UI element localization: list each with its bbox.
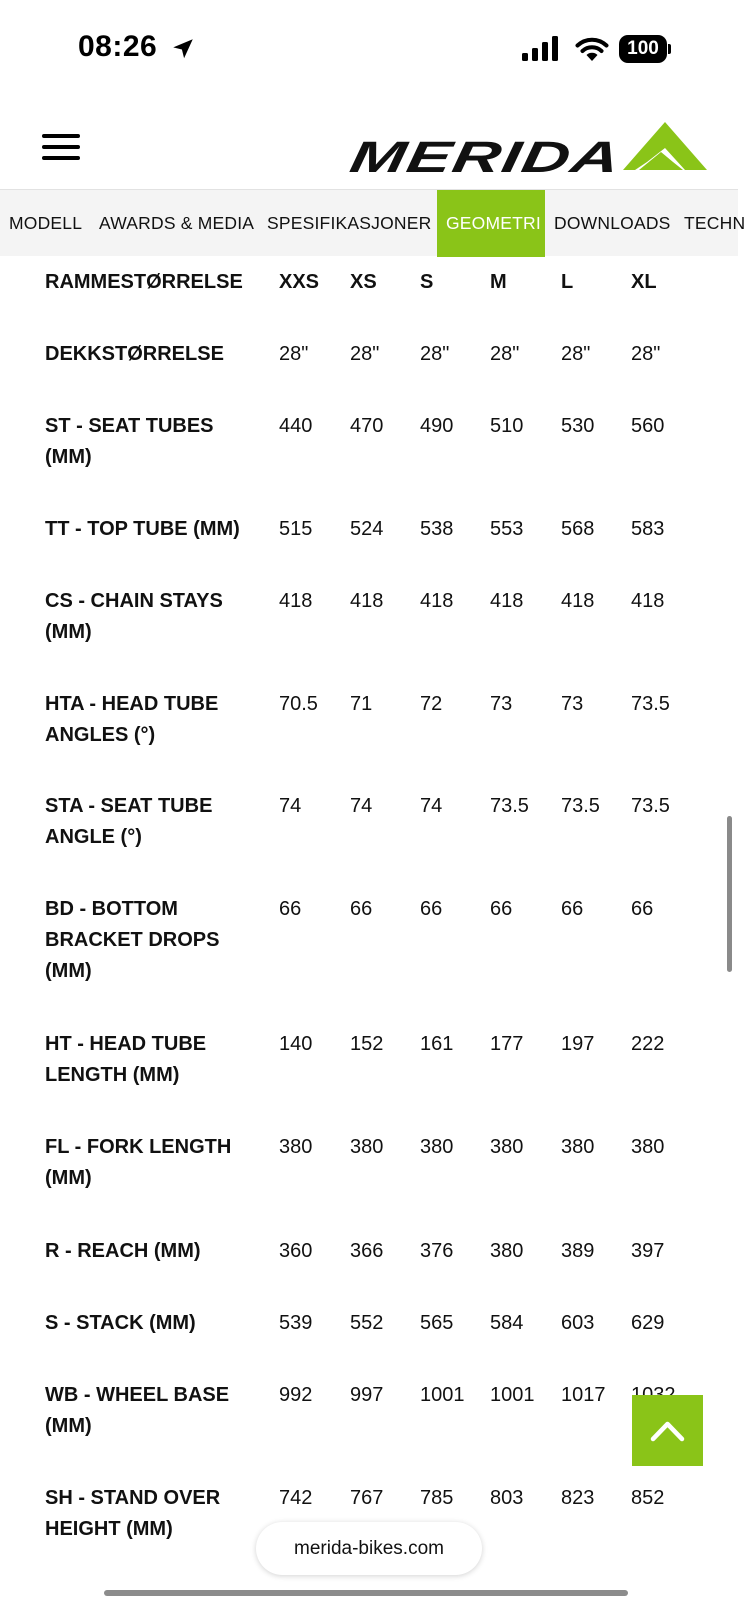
row-label: ST - SEAT TUBES (MM)	[45, 415, 214, 468]
table-cell: 1001	[420, 1384, 465, 1406]
table-cell: 28"	[490, 343, 520, 365]
table-cell: 140	[279, 1033, 313, 1055]
svg-text:MERIDA: MERIDA	[346, 133, 535, 182]
home-indicator[interactable]	[104, 1590, 628, 1596]
table-cell: 997	[350, 1384, 384, 1406]
table-cell: 560	[631, 415, 665, 437]
table-cell: 73.5	[561, 795, 600, 817]
table-cell: 70.5	[279, 693, 318, 715]
table-cell: 73.5	[631, 693, 670, 715]
table-cell: 418	[631, 590, 665, 612]
table-cell: 73.5	[631, 795, 670, 817]
table-cell: 823	[561, 1487, 595, 1509]
table-cell: 222	[631, 1033, 665, 1055]
tab-techn[interactable]: TECHN	[684, 213, 746, 233]
chevron-up-icon	[650, 1417, 685, 1443]
table-cell: 28"	[631, 343, 661, 365]
status-bar	[0, 0, 738, 100]
table-cell: 28"	[350, 343, 380, 365]
size-header: M	[490, 271, 507, 293]
row-label: R - REACH (MM)	[45, 1240, 201, 1262]
table-cell: 71	[350, 693, 373, 715]
table-cell: 515	[279, 518, 313, 540]
frame-size-header: RAMMESTØRRELSE	[45, 271, 243, 293]
table-cell: 440	[279, 415, 313, 437]
table-cell: 66	[631, 898, 654, 920]
table-cell: 418	[350, 590, 384, 612]
table-cell: 553	[490, 518, 524, 540]
row-label: WB - WHEEL BASE (MM)	[45, 1384, 230, 1437]
table-cell: 852	[631, 1487, 665, 1509]
merida-logo[interactable]	[346, 122, 711, 182]
row-label: DEKKSTØRRELSE	[45, 343, 224, 365]
row-label: HTA - HEAD TUBE ANGLES (°)	[45, 693, 219, 746]
table-cell: 28"	[561, 343, 591, 365]
table-cell: 418	[490, 590, 524, 612]
table-cell: 510	[490, 415, 524, 437]
table-cell: 583	[631, 518, 665, 540]
size-header: S	[420, 271, 434, 293]
table-cell: 380	[561, 1136, 595, 1158]
product-tabs	[0, 189, 746, 256]
row-label: BD - BOTTOM BRACKET DROPS (MM)	[45, 898, 220, 982]
table-cell: 152	[350, 1033, 384, 1055]
table-cell: 603	[561, 1312, 595, 1334]
table-cell: 73	[490, 693, 513, 715]
table-cell: 552	[350, 1312, 384, 1334]
tab-modell[interactable]: MODELL	[9, 213, 83, 233]
table-cell: 524	[350, 518, 384, 540]
table-cell: 66	[420, 898, 443, 920]
row-label: SH - STAND OVER HEIGHT (MM)	[45, 1487, 221, 1540]
table-cell: 803	[490, 1487, 524, 1509]
table-cell: 1001	[490, 1384, 535, 1406]
table-cell: 418	[561, 590, 595, 612]
browser-url-bar[interactable]: merida-bikes.com	[256, 1522, 482, 1575]
table-cell: 565	[420, 1312, 454, 1334]
table-cell: 742	[279, 1487, 313, 1509]
size-header: XS	[350, 271, 377, 293]
table-cell: 177	[490, 1033, 524, 1055]
table-cell: 629	[631, 1312, 665, 1334]
table-cell: 389	[561, 1240, 595, 1262]
table-cell: 74	[350, 795, 373, 817]
page-scrollbar[interactable]	[727, 816, 732, 972]
table-cell: 74	[279, 795, 302, 817]
tab-geometri[interactable]: GEOMETRI	[437, 190, 545, 257]
table-cell: 992	[279, 1384, 313, 1406]
size-header: XL	[631, 271, 657, 293]
table-cell: 538	[420, 518, 454, 540]
table-cell: 568	[561, 518, 595, 540]
row-label: TT - TOP TUBE (MM)	[45, 518, 240, 540]
table-cell: 72	[420, 693, 443, 715]
table-cell: 380	[490, 1136, 524, 1158]
table-cell: 66	[561, 898, 584, 920]
table-cell: 380	[490, 1240, 524, 1262]
table-cell: 28"	[279, 343, 309, 365]
site-header	[0, 112, 738, 188]
table-cell: 28"	[420, 343, 450, 365]
row-label: CS - CHAIN STAYS (MM)	[45, 590, 223, 643]
table-cell: 380	[631, 1136, 665, 1158]
size-header: L	[561, 271, 574, 293]
status-time: 08:26	[78, 30, 158, 63]
table-cell: 418	[279, 590, 313, 612]
table-cell: 360	[279, 1240, 313, 1262]
table-cell: 66	[350, 898, 373, 920]
row-label: FL - FORK LENGTH (MM)	[45, 1136, 232, 1189]
cellular-signal-icon	[522, 36, 562, 62]
table-cell: 785	[420, 1487, 454, 1509]
table-cell: 66	[279, 898, 302, 920]
table-cell: 74	[420, 795, 443, 817]
table-cell: 73.5	[490, 795, 529, 817]
table-cell: 380	[420, 1136, 454, 1158]
table-cell: 380	[350, 1136, 384, 1158]
table-cell: 490	[420, 415, 454, 437]
back-to-top-button[interactable]	[632, 1395, 703, 1466]
hamburger-menu-icon[interactable]	[42, 132, 82, 162]
battery-icon	[619, 35, 671, 63]
battery-level: 100	[619, 35, 667, 63]
row-label: HT - HEAD TUBE LENGTH (MM)	[45, 1033, 207, 1086]
row-label: S - STACK (MM)	[45, 1312, 196, 1334]
size-header: XXS	[279, 271, 320, 293]
table-cell: 539	[279, 1312, 313, 1334]
table-cell: 376	[420, 1240, 454, 1262]
table-cell: 470	[350, 415, 384, 437]
table-cell: 397	[631, 1240, 665, 1262]
table-cell: 418	[420, 590, 454, 612]
table-cell: 584	[490, 1312, 524, 1334]
table-cell: 161	[420, 1033, 454, 1055]
table-cell: 380	[279, 1136, 313, 1158]
table-cell: 66	[490, 898, 513, 920]
table-cell: 197	[561, 1033, 595, 1055]
row-label: STA - SEAT TUBE ANGLE (°)	[45, 795, 213, 848]
tab-spesifikasjoner[interactable]: SPESIFIKASJONER	[267, 213, 432, 233]
table-cell: 366	[350, 1240, 384, 1262]
table-cell: 73	[561, 693, 584, 715]
tab-downloads[interactable]: DOWNLOADS	[554, 213, 671, 233]
location-arrow-icon	[170, 36, 196, 62]
table-cell: 1017	[561, 1384, 606, 1406]
table-cell: 767	[350, 1487, 384, 1509]
table-cell: 530	[561, 415, 595, 437]
tab-awards-media[interactable]: AWARDS & MEDIA	[99, 213, 255, 233]
wifi-icon	[574, 34, 610, 62]
